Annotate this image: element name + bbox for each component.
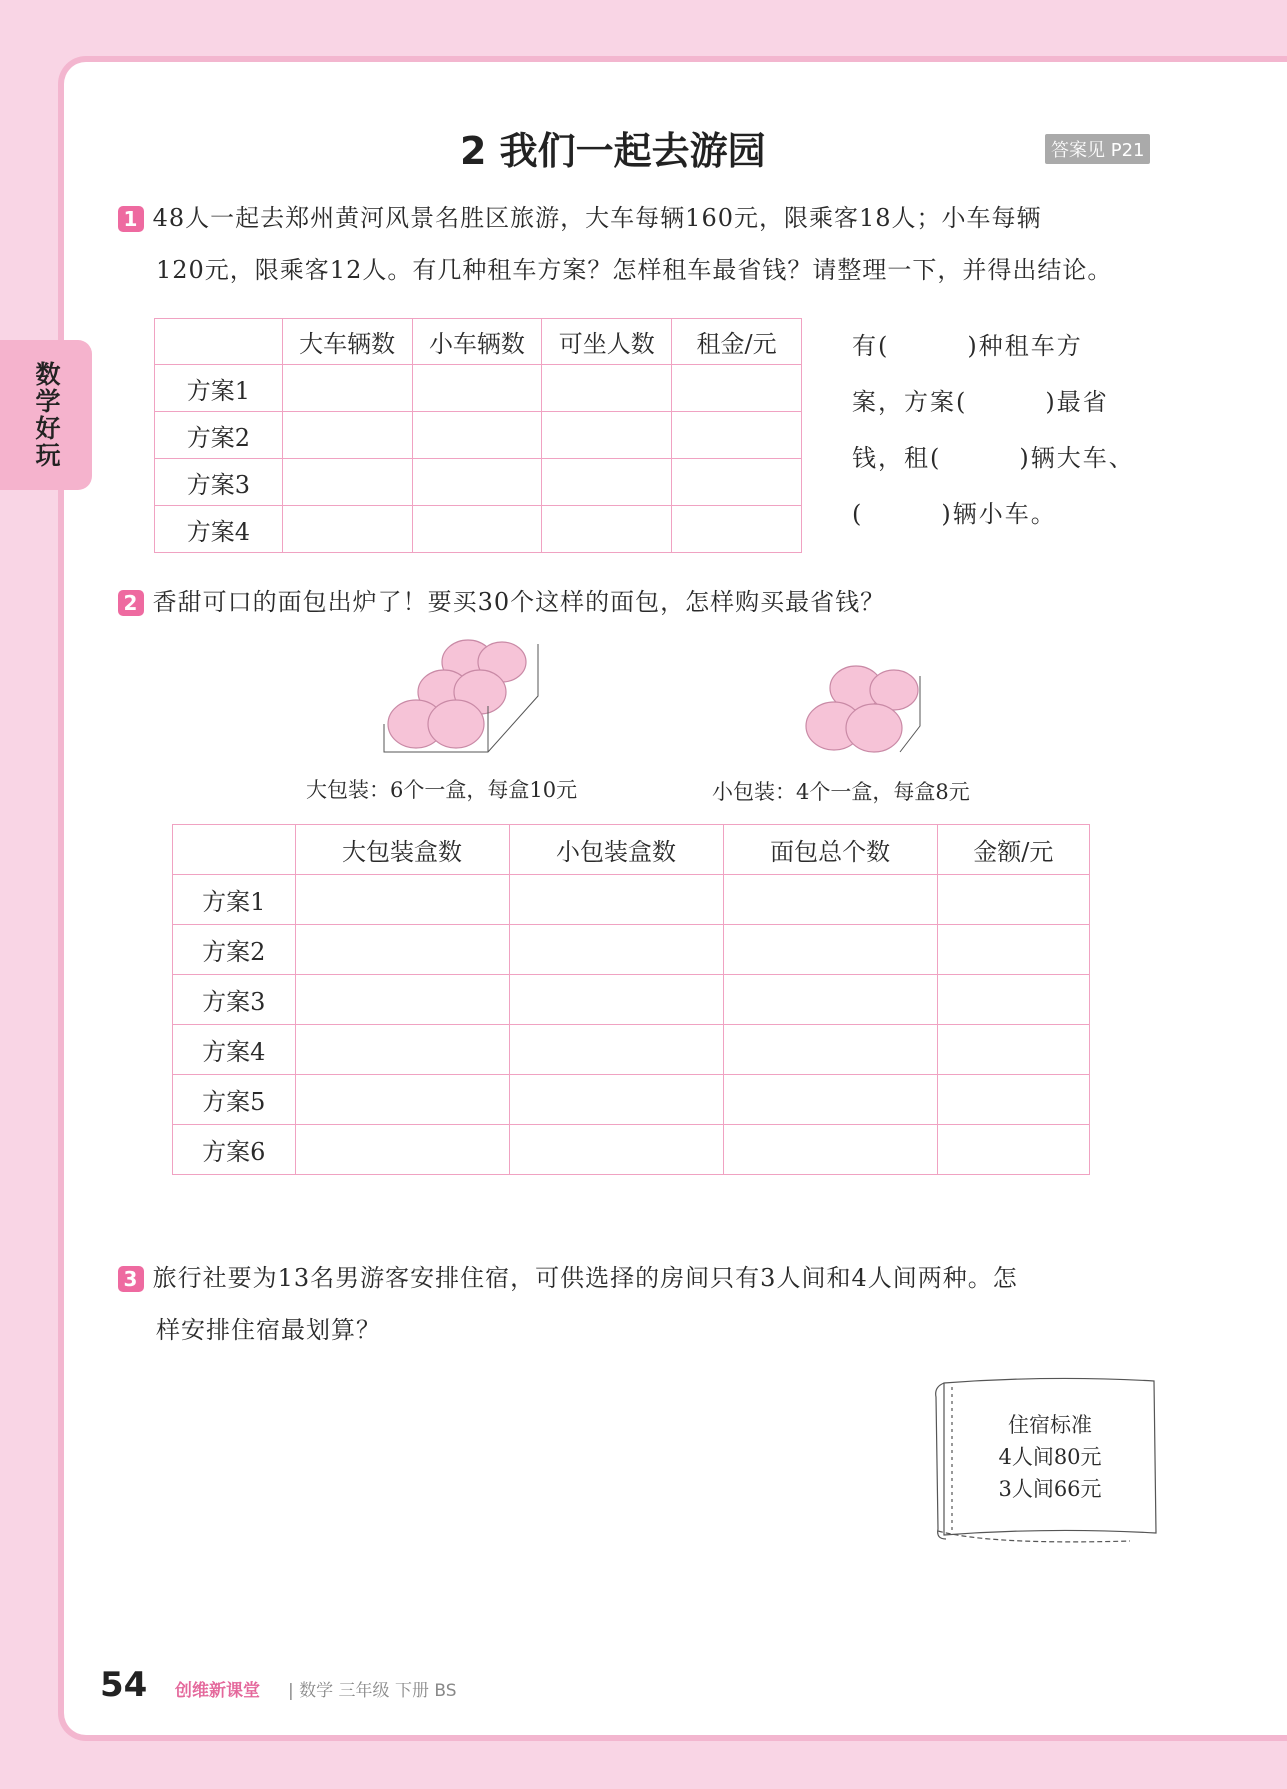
question-number-badge: 3 (118, 1266, 144, 1292)
table-row (173, 925, 1090, 975)
answer-cell[interactable] (295, 975, 509, 1025)
rate-card-line: 4人间80元 (998, 1445, 1102, 1469)
table-row (155, 459, 802, 506)
answer-cell[interactable] (282, 506, 412, 553)
answer-cell[interactable] (412, 506, 542, 553)
answer-cell[interactable] (672, 365, 802, 412)
answer-cell[interactable] (295, 1075, 509, 1125)
row-label: 方案1 (173, 875, 296, 925)
conclusion-line: 有( )种租车方 (852, 332, 1083, 360)
row-label: 方案3 (155, 459, 283, 506)
question-3-line-1: 旅行社要为13名男游客安排住宿，可供选择的房间只有3人间和4人间两种。怎 (152, 1264, 1018, 1292)
table-row (173, 1025, 1090, 1075)
side-tab-label: 数学好玩 (32, 361, 61, 469)
question-number-badge: 2 (118, 590, 144, 616)
answer-cell[interactable] (672, 412, 802, 459)
footer-brand: 创维新课堂 (175, 1681, 260, 1701)
page-title: 2 我们一起去游园 (460, 129, 766, 173)
row-label: 方案2 (155, 412, 283, 459)
table-row (155, 506, 802, 553)
answer-cell[interactable] (282, 365, 412, 412)
table-header-cell: 可坐人数 (542, 319, 672, 365)
conclusion-line: 案，方案( )最省 (852, 388, 1109, 416)
answer-cell[interactable] (672, 506, 802, 553)
table-header-cell: 小车辆数 (412, 319, 542, 365)
answer-cell[interactable] (542, 365, 672, 412)
answer-cell[interactable] (295, 875, 509, 925)
table-row (173, 1125, 1090, 1175)
row-label: 方案4 (173, 1025, 296, 1075)
answer-cell[interactable] (509, 875, 723, 925)
answer-cell[interactable] (723, 1075, 937, 1125)
footer-book-info: | 数学 三年级 下册 BS (288, 1681, 457, 1701)
answer-cell[interactable] (937, 875, 1089, 925)
answer-cell[interactable] (412, 459, 542, 506)
big-bread-box-illustration (378, 636, 548, 760)
table-row (155, 412, 802, 459)
small-package-caption: 小包装：4个一盒，每盒8元 (712, 780, 970, 804)
question-2-text: 香甜可口的面包出炉了！要买30个这样的面包，怎样购买最省钱？ (152, 588, 886, 616)
answer-cell[interactable] (937, 925, 1089, 975)
table-row (173, 975, 1090, 1025)
row-label: 方案2 (173, 925, 296, 975)
answer-cell[interactable] (295, 1025, 509, 1075)
answer-cell[interactable] (542, 412, 672, 459)
conclusion-line: ( )辆小车。 (852, 500, 1057, 528)
answer-cell[interactable] (295, 1125, 509, 1175)
table-header-cell: 大包装盒数 (295, 825, 509, 875)
table-header-cell: 大车辆数 (282, 319, 412, 365)
question-3-line-2: 样安排住宿最划算？ (156, 1316, 381, 1344)
question-2 (118, 576, 1178, 628)
bread-purchase-table (172, 824, 1090, 1175)
question-number-badge: 1 (118, 206, 144, 232)
row-label: 方案5 (173, 1075, 296, 1125)
table-header-cell (155, 319, 283, 365)
answer-cell[interactable] (295, 925, 509, 975)
rate-card-text (930, 1409, 1170, 1505)
table-header-cell: 金额/元 (937, 825, 1089, 875)
row-label: 方案3 (173, 975, 296, 1025)
answer-cell[interactable] (509, 1025, 723, 1075)
table-header-cell: 租金/元 (672, 319, 802, 365)
answer-cell[interactable] (282, 412, 412, 459)
table-header-row (155, 319, 802, 365)
section-side-tab (0, 340, 92, 490)
answer-cell[interactable] (542, 459, 672, 506)
answer-cell[interactable] (509, 925, 723, 975)
rental-plan-table (154, 318, 802, 553)
answer-cell[interactable] (723, 925, 937, 975)
table-row (173, 875, 1090, 925)
rate-card-title: 住宿标准 (1008, 1413, 1092, 1437)
question-1-line-2: 120元，限乘客12人。有几种租车方案？怎样租车最省钱？请整理一下，并得出结论。 (156, 256, 1113, 284)
row-label: 方案4 (155, 506, 283, 553)
row-label: 方案6 (173, 1125, 296, 1175)
question-3 (118, 1252, 1178, 1356)
answer-cell[interactable] (937, 1125, 1089, 1175)
table-header-cell (173, 825, 296, 875)
question-1 (118, 192, 1178, 296)
table-row (173, 1075, 1090, 1125)
answer-cell[interactable] (412, 412, 542, 459)
accommodation-rate-card (930, 1373, 1150, 1543)
answer-cell[interactable] (672, 459, 802, 506)
small-bread-box-illustration (798, 662, 928, 762)
page-number: 54 (100, 1665, 148, 1705)
big-package-caption: 大包装：6个一盒，每盒10元 (306, 778, 578, 802)
answer-cell[interactable] (723, 1025, 937, 1075)
rate-card-line: 3人间66元 (998, 1477, 1102, 1501)
answer-cell[interactable] (412, 365, 542, 412)
table-header-cell: 小包装盒数 (509, 825, 723, 875)
question-1-conclusion (852, 318, 1152, 542)
answer-cell[interactable] (509, 1125, 723, 1175)
table-row (155, 365, 802, 412)
question-1-line-1: 48人一起去郑州黄河风景名胜区旅游，大车每辆160元，限乘客18人；小车每辆 (152, 204, 1042, 232)
answer-cell[interactable] (937, 1025, 1089, 1075)
conclusion-line: 钱，租( )辆大车、 (852, 444, 1135, 472)
table-header-cell: 面包总个数 (723, 825, 937, 875)
answer-cell[interactable] (723, 1125, 937, 1175)
table-header-row (173, 825, 1090, 875)
answer-cell[interactable] (937, 1075, 1089, 1125)
answer-reference-badge: 答案见 P21 (1045, 134, 1150, 164)
answer-cell[interactable] (542, 506, 672, 553)
answer-cell[interactable] (937, 975, 1089, 1025)
row-label: 方案1 (155, 365, 283, 412)
answer-cell[interactable] (723, 975, 937, 1025)
answer-cell[interactable] (723, 875, 937, 925)
answer-cell[interactable] (509, 975, 723, 1025)
answer-cell[interactable] (509, 1075, 723, 1125)
answer-cell[interactable] (282, 459, 412, 506)
